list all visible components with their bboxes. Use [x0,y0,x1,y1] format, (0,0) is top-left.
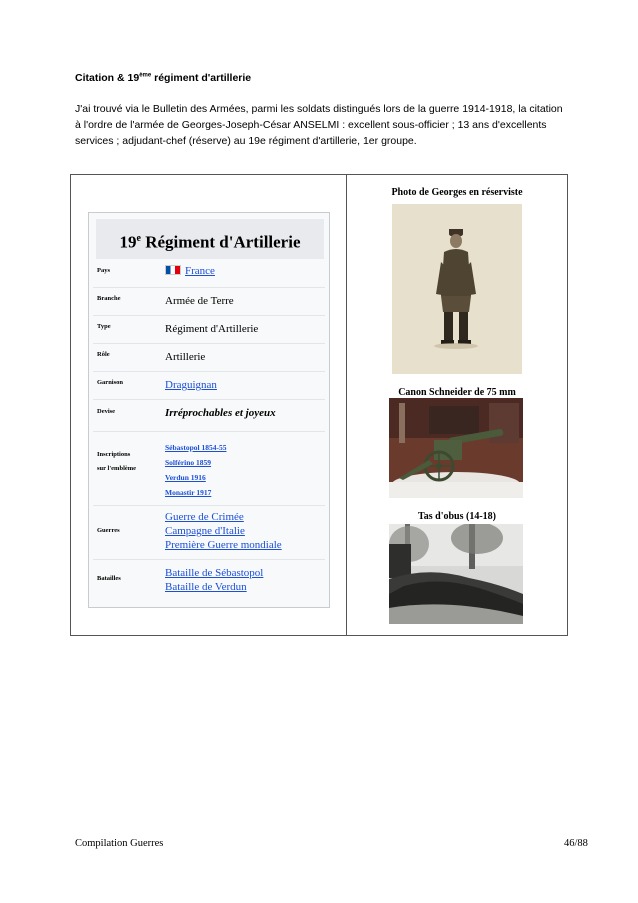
row-separator [93,431,325,432]
france-flag-icon [165,265,181,275]
canon-caption: Canon Schneider de 75 mm [398,387,516,398]
type-label: Type [97,323,111,330]
role-label: Rôle [97,351,110,358]
inscriptions-label-line2: sur l'emblème [97,465,137,472]
guerre-link-premiere[interactable]: Première Guerre mondiale [165,539,282,551]
obus-photo [389,524,523,624]
row-separator [93,315,325,316]
role-value: Artillerie [165,351,206,363]
branche-value: Armée de Terre [165,295,234,307]
reserviste-photo [392,204,522,374]
canon-photo [389,398,523,498]
garnison-link[interactable]: Draguignan [165,379,217,391]
inscriptions-label-line1: Inscriptions [97,451,131,458]
branche-label: Branche [97,295,121,302]
obus-caption: Tas d'obus (14-18) [418,511,496,522]
inscription-link-solferino[interactable]: Solférino 1859 [165,458,212,467]
row-separator [93,399,325,400]
bataille-link-sebastopol[interactable]: Bataille de Sébastopol [165,567,264,579]
devise-label: Devise [97,408,116,415]
inscription-link-sebastopol[interactable]: Sébastopol 1854-55 [165,443,227,452]
bataille-link-verdun[interactable]: Bataille de Verdun [165,581,247,593]
section-heading: Citation & 19ème régiment d'artillerie [75,72,252,84]
row-separator [93,343,325,344]
inscription-link-monastir[interactable]: Monastir 1917 [165,488,212,497]
shell-pile-photo-image [389,524,523,624]
page-number: 46/88 [564,838,588,849]
soldier-photo-image [392,204,522,374]
garnison-label: Garnison [97,379,124,386]
guerres-label: Guerres [97,527,120,534]
guerre-link-crimee[interactable]: Guerre de Crimée [165,511,244,523]
inscription-link-verdun[interactable]: Verdun 1916 [165,473,206,482]
type-value: Régiment d'Artillerie [165,323,259,335]
row-separator [93,287,325,288]
pays-label: Pays [97,267,110,274]
cannon-photo-image [389,398,523,498]
table-divider [346,174,347,636]
reserviste-caption: Photo de Georges en réserviste [391,187,523,198]
row-separator [93,371,325,372]
row-separator [93,505,325,506]
batailles-label: Batailles [97,575,121,582]
row-separator [93,559,325,560]
infobox-title: 19e Régiment d'Artillerie [96,219,324,259]
regiment-infobox [88,212,330,608]
footer-title: Compilation Guerres [75,838,164,849]
pays-link[interactable]: France [185,265,215,277]
intro-paragraph: J'ai trouvé via le Bulletin des Armées, parmi les soldats distingués lors de la guerre 1914-1918, la citation à l'ordre de l'armée de Georges-Joseph-César ANSELMI : excellent sous-officier ; 13 ans d'excellents services ; adjudant-chef (réserve) au 19e régiment d'artillerie, 1er groupe. [75,103,563,147]
guerre-link-italie[interactable]: Campagne d'Italie [165,525,245,537]
pays-value [165,265,215,277]
devise-value: Irréprochables et joyeux [165,407,276,419]
